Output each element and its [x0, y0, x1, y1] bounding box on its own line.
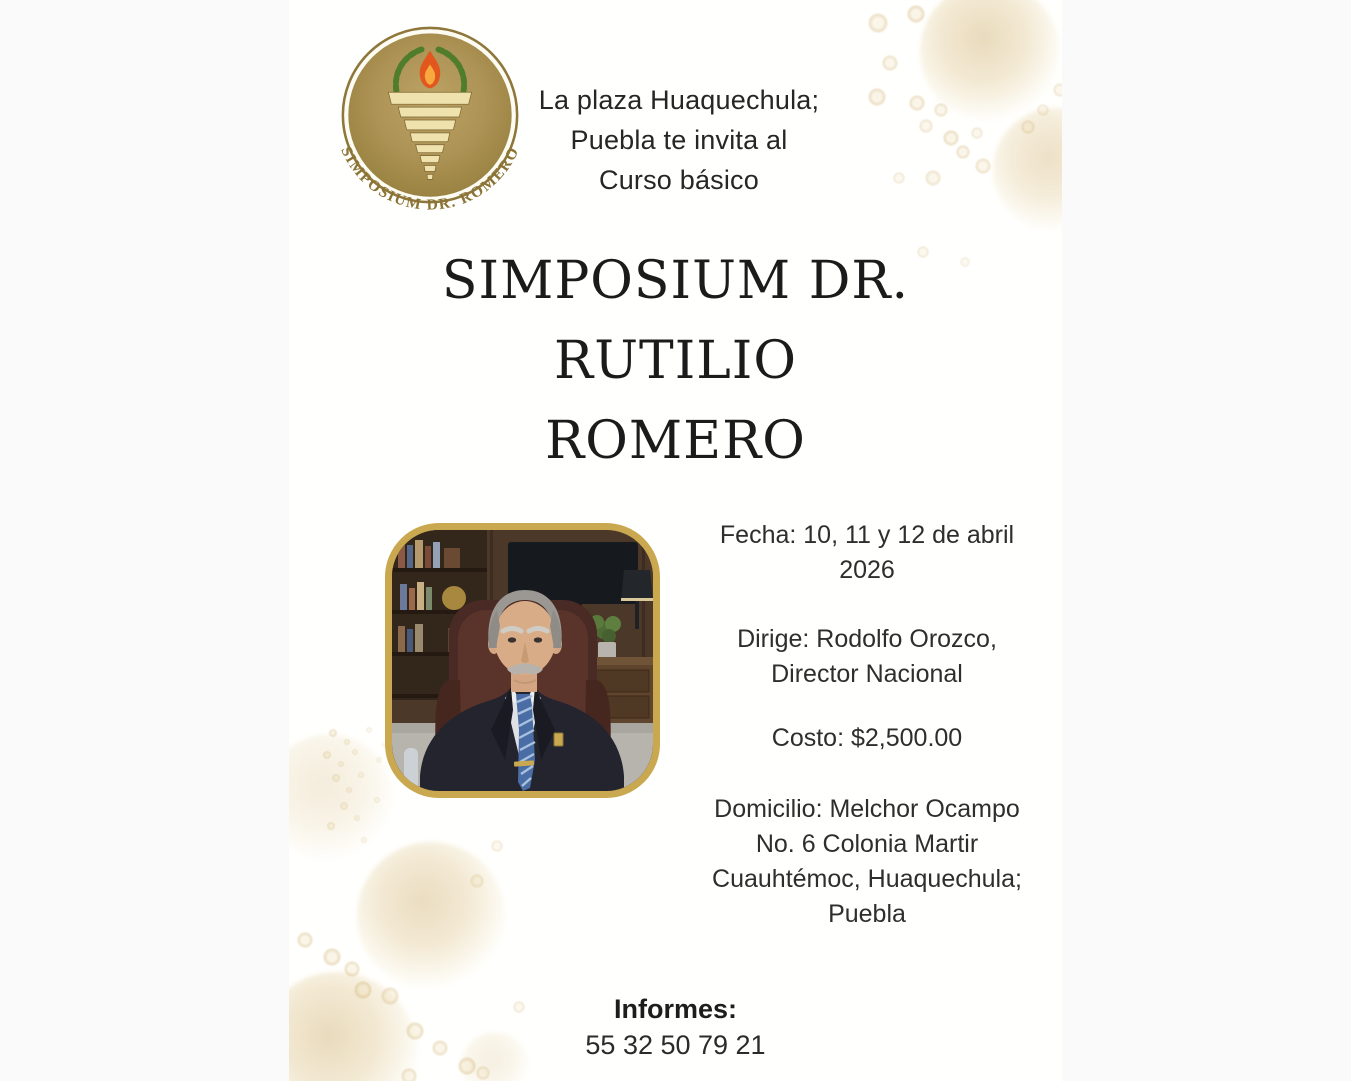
- detail-fecha: Fecha: 10, 11 y 12 de abril 2026: [719, 521, 1015, 584]
- watercolor-dot: [329, 729, 337, 737]
- watercolor-dot: [352, 749, 358, 755]
- watercolor-dot: [470, 874, 484, 888]
- watercolor-dot: [476, 1066, 490, 1080]
- invite-line-2: Puebla te invita al: [570, 125, 788, 155]
- detail-dirige: [692, 622, 1042, 692]
- watercolor-dot: [354, 815, 360, 821]
- watercolor-blob: [993, 108, 1062, 232]
- title-line-3: ROMERO: [545, 411, 806, 471]
- watercolor-dot: [361, 837, 367, 843]
- watercolor-dot: [907, 5, 925, 23]
- detail-costo: Costo: $2,500.00: [771, 724, 963, 752]
- watercolor-dot: [374, 797, 380, 803]
- watercolor-dot: [338, 761, 344, 767]
- dirige-line-1: Dirige: Rodolfo Orozco,: [737, 625, 997, 653]
- watercolor-dot: [366, 727, 372, 733]
- watercolor-dot: [975, 158, 991, 174]
- watercolor-dot: [358, 772, 364, 778]
- event-title: [289, 241, 1062, 481]
- watercolor-dot: [893, 172, 905, 184]
- watercolor-dot: [323, 751, 331, 759]
- watercolor-dot: [344, 739, 350, 745]
- contact-phone: 55 32 50 79 21: [585, 1030, 766, 1060]
- portrait-illustration: [392, 530, 653, 791]
- portrait-photo: [385, 523, 660, 798]
- event-details: [692, 518, 1042, 932]
- watercolor-dot: [1021, 120, 1035, 134]
- watercolor-dot: [909, 95, 925, 111]
- watercolor-blob: [920, 0, 1060, 122]
- contact-label: Informes:: [613, 994, 738, 1024]
- watercolor-dot: [934, 103, 948, 117]
- invite-text: [514, 80, 844, 200]
- watercolor-dot: [327, 822, 335, 830]
- watercolor-dot: [346, 787, 352, 793]
- watercolor-dot: [340, 802, 348, 810]
- detail-domicilio: [692, 792, 1042, 932]
- domicilio-line-2: No. 6 Colonia Martir: [755, 830, 979, 858]
- watercolor-dot: [344, 961, 360, 977]
- watercolor-dot: [297, 932, 313, 948]
- watercolor-dot: [882, 55, 898, 71]
- watercolor-dot: [971, 127, 983, 139]
- flyer-page: [289, 0, 1062, 1081]
- watercolor-dot: [332, 774, 340, 782]
- watercolor-dot: [868, 88, 886, 106]
- watercolor-dot: [1053, 83, 1062, 97]
- watercolor-dot: [376, 757, 382, 763]
- domicilio-line-4: Puebla: [828, 900, 906, 928]
- watercolor-dot: [919, 119, 933, 133]
- invite-line-3: Curso básico: [599, 165, 759, 195]
- watercolor-dot: [943, 130, 959, 146]
- simposium-logo: [331, 20, 529, 220]
- watercolor-blob: [357, 842, 505, 990]
- invite-line-1: La plaza Huaquechula;: [538, 85, 820, 115]
- watercolor-dot: [1037, 104, 1049, 116]
- title-line-2: RUTILIO: [554, 331, 797, 391]
- logo-arc-text: SIMPOSIUM DR. ROMERO: [337, 143, 523, 214]
- watercolor-dot: [956, 145, 970, 159]
- watercolor-dot: [401, 1068, 417, 1081]
- title-line-1: SIMPOSIUM DR.: [441, 251, 910, 311]
- contact-section: [289, 992, 1062, 1062]
- domicilio-line-1: Domicilio: Melchor Ocampo: [714, 795, 1020, 823]
- dirige-line-2: Director Nacional: [771, 660, 963, 688]
- watercolor-blob: [289, 734, 393, 862]
- lapel-pin: [554, 733, 563, 746]
- watercolor-dot: [491, 840, 503, 852]
- watercolor-dot: [868, 13, 888, 33]
- domicilio-line-3: Cuauhtémoc, Huaquechula;: [712, 865, 1022, 893]
- watercolor-dot: [925, 170, 941, 186]
- watercolor-dot: [323, 948, 341, 966]
- water-bottle: [404, 748, 418, 791]
